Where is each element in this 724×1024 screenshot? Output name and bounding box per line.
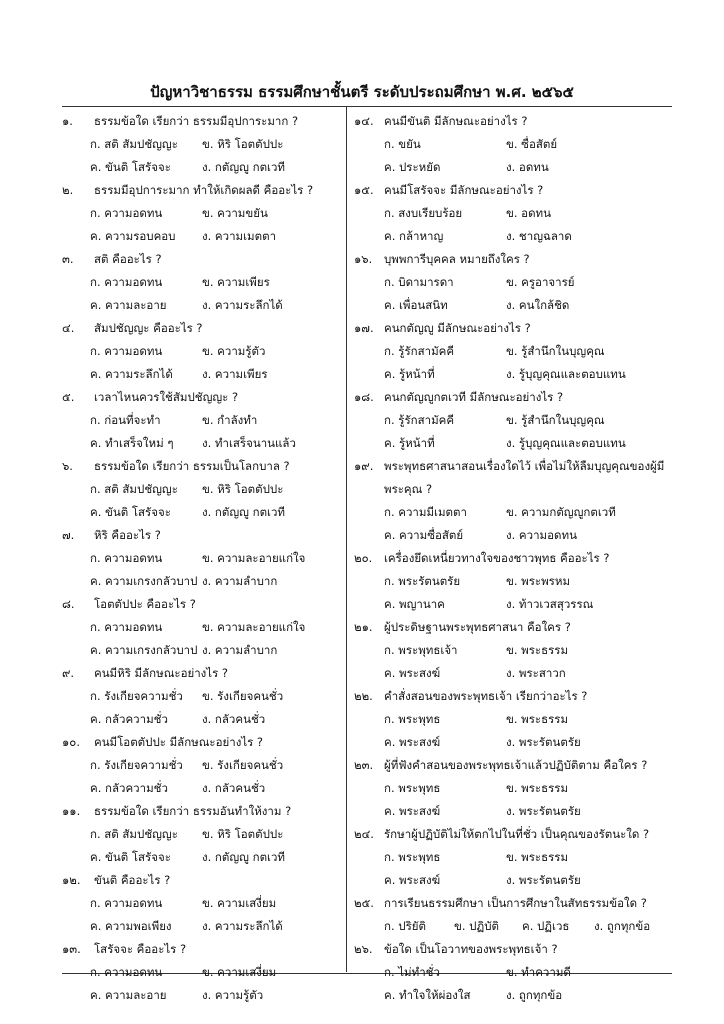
question-text: คนมีโสรัจจะ มีลักษณะอย่างไร ?	[384, 183, 544, 197]
answer-option: ข. ซื่อสัตย์	[506, 137, 558, 151]
question-row	[62, 662, 344, 685]
answer-option: ง. ความรู้ตัว	[202, 988, 264, 1002]
question-text: พระพุทธศาสนาสอนเรื่องใดไว้ เพื่อไม่ให้ลืมบุญคุณของผู้มี	[384, 459, 665, 473]
answer-option: ค. ทำเสร็จใหม่ ๆ	[90, 436, 174, 450]
options-row	[354, 294, 672, 317]
options-row	[354, 984, 672, 1007]
answer-option: ค. ความเกรงกลัวบาป	[90, 574, 198, 588]
question-number: ๑๑.	[62, 804, 81, 818]
options-row	[62, 501, 344, 524]
answer-option: ก. ความมีเมตตา	[384, 505, 467, 519]
answer-option: ง. รู้บุญคุณและตอบแทน	[506, 436, 626, 450]
options-row	[62, 823, 344, 846]
options-row	[62, 685, 344, 708]
question-number: ๔.	[62, 321, 75, 335]
options-row	[62, 639, 344, 662]
answer-option: ข. หิริ โอตตัปปะ	[202, 137, 284, 151]
answer-option: ก. ความอดทน	[90, 344, 163, 358]
options-row	[62, 363, 344, 386]
answer-option: ง. อดทน	[506, 160, 549, 174]
question-text: คนมีขันติ มีลักษณะอย่างไร ?	[384, 114, 528, 128]
question-number: ๑๗.	[354, 321, 374, 335]
question-row	[62, 248, 344, 271]
answer-option: ค. ความซื่อสัตย์	[384, 528, 464, 542]
answer-option: ข. อดทน	[506, 206, 551, 220]
options-row	[354, 340, 672, 363]
options-row	[354, 731, 672, 754]
answer-option: ง. ความระลึกได้	[202, 919, 283, 933]
answer-option: ง. พระรัตนตรัย	[506, 804, 581, 818]
options-row	[354, 225, 672, 248]
question-row	[354, 248, 672, 271]
answer-option: ก. พระพุทธ	[384, 781, 441, 795]
answer-option: ก. ก่อนที่จะทำ	[90, 413, 161, 427]
options-row	[62, 294, 344, 317]
options-row	[354, 524, 672, 547]
question-row	[62, 179, 344, 202]
right-column	[354, 110, 672, 1007]
options-row	[62, 570, 344, 593]
answer-option: ก. รู้รักสามัคคี	[384, 413, 455, 427]
question-row	[354, 685, 672, 708]
answer-option: ง. ความเพียร	[202, 367, 268, 381]
answer-option: ข. พระธรรม	[506, 781, 569, 795]
question-text: ข้อใด เป็นโอวาทของพระพุทธเจ้า ?	[384, 942, 558, 956]
answer-option: ง. ท้าวเวสสุวรรณ	[506, 597, 594, 611]
answer-option: ค. ความระลึกได้	[90, 367, 173, 381]
question-row	[62, 869, 344, 892]
answer-option: ก. รังเกียจความชั่ว	[90, 689, 183, 703]
answer-option: ก. รังเกียจความชั่ว	[90, 758, 183, 772]
answer-option: ก. พระพุทธเจ้า	[384, 643, 458, 657]
question-text: รักษาผู้ปฏิบัติไม่ให้ตกไปในที่ชั่ว เป็นคุณของรัตนะใด ?	[384, 827, 650, 841]
options-row	[62, 478, 344, 501]
options-row	[62, 754, 344, 777]
answer-option: ง. ความลำบาก	[202, 643, 278, 657]
answer-option: ก. ขยัน	[384, 137, 421, 151]
question-number: ๑.	[62, 114, 73, 128]
question-row	[62, 386, 344, 409]
answer-option: ข. ความละอายแก่ใจ	[202, 620, 306, 634]
question-row	[62, 110, 344, 133]
options-row	[354, 869, 672, 892]
answer-option: ค. ความละอาย	[90, 298, 167, 312]
question-number: ๑๐.	[62, 735, 80, 749]
answer-option: ง. พระสาวก	[506, 666, 566, 680]
options-row	[354, 777, 672, 800]
answer-option: ข. ความละอายแก่ใจ	[202, 551, 306, 565]
question-number: ๕.	[62, 390, 75, 404]
question-text: ผู้ที่ฟังคำสอนของพระพุทธเจ้าแล้วปฏิบัติตาม คือใคร ?	[384, 758, 648, 772]
question-text: โอตตัปปะ คืออะไร ?	[94, 597, 196, 611]
question-text: โสรัจจะ คืออะไร ?	[94, 942, 187, 956]
answer-option: ง. พระรัตนตรัย	[506, 873, 581, 887]
question-text: ขันติ คืออะไร ?	[94, 873, 171, 887]
answer-option: ข. พระธรรม	[506, 712, 569, 726]
answer-option: ค. ความพอเพียง	[90, 919, 172, 933]
answer-option: ก. พระรัตนตรัย	[384, 574, 461, 588]
options-row	[354, 156, 672, 179]
answer-option: ค. พระสงฆ์	[384, 804, 441, 818]
answer-option: ง. กตัญญู กตเวที	[202, 160, 286, 174]
answer-option: ข. ครูอาจารย์	[506, 275, 575, 289]
options-row	[354, 708, 672, 731]
question-text: คำสั่งสอนของพระพุทธเจ้า เรียกว่าอะไร ?	[384, 689, 588, 703]
options-row	[62, 984, 344, 1007]
options-row	[354, 271, 672, 294]
options-row	[62, 156, 344, 179]
answer-option: ข. พระธรรม	[506, 850, 569, 864]
question-row	[354, 938, 672, 961]
question-number: ๒๒.	[354, 689, 373, 703]
question-number: ๓.	[62, 252, 74, 266]
options-row	[354, 432, 672, 455]
options-row	[354, 501, 672, 524]
question-number: ๑๙.	[354, 459, 374, 473]
answer-option: ง. พระรัตนตรัย	[506, 735, 581, 749]
question-number: ๘.	[62, 597, 75, 611]
question-text: คนกตัญญูกตเวที มีลักษณะอย่างไร ?	[384, 390, 564, 404]
answer-option: ง. กตัญญู กตเวที	[202, 505, 286, 519]
question-row	[354, 616, 672, 639]
question-number: ๒.	[62, 183, 74, 197]
answer-option: ค. ความเกรงกลัวบาป	[90, 643, 198, 657]
question-row	[62, 455, 344, 478]
answer-option: ค. ประหยัด	[384, 160, 441, 174]
answer-option: ค. พระสงฆ์	[384, 735, 441, 749]
answer-option: ก. ความอดทน	[90, 551, 163, 565]
question-text: ธรรมข้อใด เรียกว่า ธรรมอันทำให้งาม ?	[94, 804, 292, 818]
answer-option: ค. กลัวความชั่ว	[90, 781, 168, 795]
question-number: ๒๑.	[354, 620, 373, 634]
question-text: เครื่องยึดเหนี่ยวทางใจของชาวพุทธ คืออะไร ?	[384, 551, 610, 565]
options-row	[354, 570, 672, 593]
options-row	[62, 915, 344, 938]
options-row	[62, 846, 344, 869]
answer-option: ข. พระพรหม	[506, 574, 571, 588]
answer-option: ก. ปริยัติ	[384, 919, 426, 933]
answer-option: ค. ขันติ โสรัจจะ	[90, 160, 171, 174]
answer-option: ข. ความเสงี่ยม	[202, 965, 277, 979]
options-row	[62, 432, 344, 455]
question-text: คนมีหิริ มีลักษณะอย่างไร ?	[94, 666, 229, 680]
answer-option: ก. พระพุทธ	[384, 850, 441, 864]
question-row	[354, 179, 672, 202]
question-number: ๑๔.	[354, 114, 374, 128]
question-number: ๑๕.	[354, 183, 374, 197]
question-row	[354, 754, 672, 777]
answer-option: ค. ทำใจให้ผ่องใส	[384, 988, 471, 1002]
answer-option: ข. ความขยัน	[202, 206, 268, 220]
options-row	[354, 800, 672, 823]
options-row	[62, 708, 344, 731]
question-number: ๙.	[62, 666, 75, 680]
question-number: ๑๖.	[354, 252, 373, 266]
options-row	[62, 409, 344, 432]
answer-option: ง. ความอดทน	[506, 528, 577, 542]
answer-option: ง. รู้บุญคุณและตอบแทน	[506, 367, 626, 381]
answer-option: ง. ทำเสร็จนานแล้ว	[202, 436, 296, 450]
question-number: ๖.	[62, 459, 73, 473]
question-text: คนกตัญญู มีลักษณะอย่างไร ?	[384, 321, 531, 335]
options-row	[354, 202, 672, 225]
page-title: ปัญหาวิชาธรรม ธรรมศึกษาชั้นตรี ระดับประถมศึกษา พ.ศ. ๒๕๖๕	[150, 83, 574, 101]
question-number: ๑๒.	[62, 873, 81, 887]
answer-option: ง. คนใกล้ชิด	[506, 298, 570, 312]
options-row	[62, 225, 344, 248]
column-divider	[346, 106, 347, 972]
question-text-continued: พระคุณ ?	[384, 482, 433, 496]
question-text: การเรียนธรรมศึกษา เป็นการศึกษาในสัทธรรมข้อใด ?	[384, 896, 647, 910]
question-row	[354, 823, 672, 846]
answer-option: ง. ความลำบาก	[202, 574, 278, 588]
answer-option: ค. กลัวความชั่ว	[90, 712, 168, 726]
question-text: ธรรมมีอุปการะมาก ทำให้เกิดผลดี คืออะไร ?	[94, 183, 314, 197]
answer-option: ก. สติ สัมปชัญญะ	[90, 482, 178, 496]
question-row	[62, 800, 344, 823]
answer-option: ข. กำลังทำ	[202, 413, 258, 427]
question-text: สติ คืออะไร ?	[94, 252, 162, 266]
question-number: ๒๐.	[354, 551, 373, 565]
answer-option: ค. ขันติ โสรัจจะ	[90, 850, 171, 864]
answer-option: ข. รู้สำนึกในบุญคุณ	[506, 344, 605, 358]
answer-option: ข. หิริ โอตตัปปะ	[202, 827, 284, 841]
question-number: ๒๓.	[354, 758, 374, 772]
answer-option: ง. กตัญญู กตเวที	[202, 850, 286, 864]
options-row	[354, 593, 672, 616]
answer-option: ค. เพื่อนสนิท	[384, 298, 448, 312]
question-number: ๑๘.	[354, 390, 374, 404]
question-row	[62, 317, 344, 340]
answer-option: ค. รู้หน้าที่	[384, 436, 435, 450]
question-row	[354, 317, 672, 340]
question-number: ๒๕.	[354, 896, 374, 910]
answer-option: ค. ความละอาย	[90, 988, 167, 1002]
answer-option: ง. ความเมตตา	[202, 229, 277, 243]
answer-option: ก. ความอดทน	[90, 965, 163, 979]
answer-option: ค. พระสงฆ์	[384, 873, 441, 887]
answer-option: ค. กล้าหาญ	[384, 229, 444, 243]
question-text: สัมปชัญญะ คืออะไร ?	[94, 321, 203, 335]
answer-option: ข. ปฏิบัติ	[454, 919, 499, 933]
answer-option: ง. กลัวคนชั่ว	[202, 781, 266, 795]
options-row	[62, 202, 344, 225]
options-row	[354, 662, 672, 685]
answer-option: ค. พญานาค	[384, 597, 445, 611]
options-row	[354, 846, 672, 869]
answer-option: ก. สงบเรียบร้อย	[384, 206, 463, 220]
question-number: ๒๖.	[354, 942, 373, 956]
options-row	[62, 892, 344, 915]
question-row	[354, 892, 672, 915]
answer-option: ข. หิริ โอตตัปปะ	[202, 482, 284, 496]
question-row	[62, 731, 344, 754]
answer-option: ข. ความเพียร	[202, 275, 270, 289]
options-row	[62, 133, 344, 156]
options-row	[62, 616, 344, 639]
question-row	[62, 593, 344, 616]
answer-option: ค. ความรอบคอบ	[90, 229, 176, 243]
answer-option: ข. ความกตัญญูกตเวที	[506, 505, 616, 519]
options-row	[354, 133, 672, 156]
question-row	[354, 547, 672, 570]
answer-option: ก. ความอดทน	[90, 620, 163, 634]
answer-option: ค. รู้หน้าที่	[384, 367, 435, 381]
answer-option: ก. บิดามารดา	[384, 275, 454, 289]
question-row	[62, 938, 344, 961]
answer-option: ก. ไม่ทำชั่ว	[384, 965, 440, 979]
answer-option: ข. ทำความดี	[506, 965, 571, 979]
options-row	[62, 547, 344, 570]
question-number: ๑๓.	[62, 942, 81, 956]
answer-option: ง. ชาญฉลาด	[506, 229, 572, 243]
question-row	[62, 524, 344, 547]
options-row	[354, 409, 672, 432]
options-row	[354, 915, 672, 938]
answer-option: ข. ความเสงี่ยม	[202, 896, 277, 910]
question-text: ธรรมข้อใด เรียกว่า ธรรมเป็นโลกบาล ?	[94, 459, 290, 473]
answer-option: ก. พระพุทธ	[384, 712, 441, 726]
answer-option: ง. ถูกทุกข้อ	[506, 988, 563, 1002]
answer-option: ง. กลัวคนชั่ว	[202, 712, 266, 726]
question-number: ๒๔.	[354, 827, 374, 841]
options-row	[354, 363, 672, 386]
answer-option: ก. ความอดทน	[90, 206, 163, 220]
answer-option: ข. รังเกียจคนชั่ว	[202, 689, 284, 703]
answer-option: ก. รู้รักสามัคคี	[384, 344, 455, 358]
options-row	[62, 777, 344, 800]
options-row	[354, 961, 672, 984]
answer-option: ง. ความระลึกได้	[202, 298, 283, 312]
options-row	[62, 340, 344, 363]
options-row	[354, 639, 672, 662]
answer-option: ก. สติ สัมปชัญญะ	[90, 827, 178, 841]
answer-option: ก. ความอดทน	[90, 275, 163, 289]
question-row-continued	[354, 478, 672, 501]
answer-option: ง. ถูกทุกข้อ	[594, 919, 651, 933]
options-row	[62, 961, 344, 984]
left-column	[62, 110, 344, 1007]
question-text: เวลาไหนควรใช้สัมปชัญญะ ?	[94, 390, 239, 404]
question-text: หิริ คืออะไร ?	[94, 528, 161, 542]
answer-option: ข. รังเกียจคนชั่ว	[202, 758, 284, 772]
answer-option: ข. ความรู้ตัว	[202, 344, 266, 358]
question-row	[354, 455, 672, 478]
question-text: บุพพการีบุคคล หมายถึงใคร ?	[384, 252, 530, 266]
question-row	[354, 110, 672, 133]
answer-option: ก. สติ สัมปชัญญะ	[90, 137, 178, 151]
question-text: คนมีโอตตัปปะ มีลักษณะอย่างไร ?	[94, 735, 264, 749]
answer-option: ค. ปฏิเวธ	[522, 919, 570, 933]
question-row	[354, 386, 672, 409]
question-text: ผู้ประดิษฐานพระพุทธศาสนา คือใคร ?	[384, 620, 571, 634]
answer-option: ก. ความอดทน	[90, 896, 163, 910]
answer-option: ข. รู้สำนึกในบุญคุณ	[506, 413, 605, 427]
question-number: ๗.	[62, 528, 75, 542]
answer-option: ข. พระธรรม	[506, 643, 569, 657]
question-text: ธรรมข้อใด เรียกว่า ธรรมมีอุปการะมาก ?	[94, 114, 299, 128]
answer-option: ค. ขันติ โสรัจจะ	[90, 505, 171, 519]
options-row	[62, 271, 344, 294]
answer-option: ค. พระสงฆ์	[384, 666, 441, 680]
